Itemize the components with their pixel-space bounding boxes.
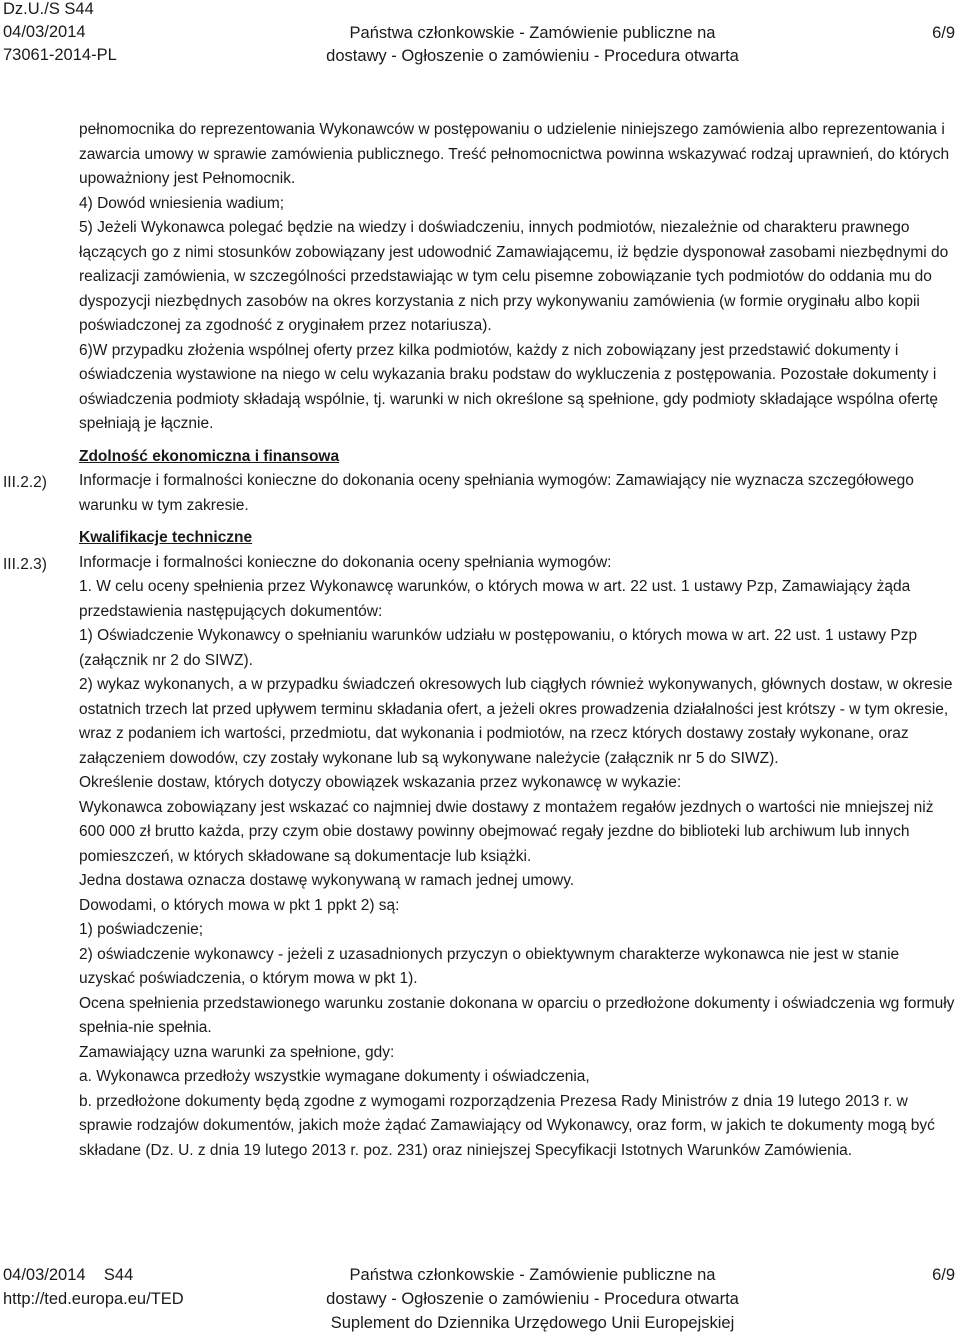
intro-paragraph: 4) Dowód wniesienia wadium; [79, 194, 285, 212]
section-paragraph: 1. W celu oceny spełnienia przez Wykonawcę warunków, o których mowa w art. 22 ust. 1 ustawy Pzp, Zamawiający żąda przedstawienia następujących dokumentów: [79, 578, 911, 620]
section-paragraph: Wykonawca zobowiązany jest wskazać co najmniej dwie dostawy z montażem regałów jezdnych o wartości nie mniejszej niż 600 000 zł brutto każda, przy czym obie dostawy powinny obejmować regały jezdne do biblioteki lub archiwum lub innych pomieszczeń, w których składowane są dokumentacje lub książki. [79, 798, 934, 865]
section-paragraph: Informacje i formalności konieczne do dokonania oceny spełniania wymogów: Zamawiający nie wyznacza szczegółowego warunku w tym zakresie. [79, 472, 914, 514]
section-paragraph: Ocena spełnienia przedstawionego warunku zostanie dokonana w oparciu o przedłożone dokumenty i oświadczenia wg formuły spełnia-nie spełnia. [79, 994, 955, 1036]
section-title-economic: Zdolność ekonomiczna i finansowa [79, 447, 340, 465]
section-number-III-2-2: III.2.2) [3, 474, 47, 491]
footer-date: 04/03/2014 S44 [3, 1266, 134, 1284]
header-journal-ref: Dz.U./S S44 [3, 0, 94, 18]
header-notice-id: 73061-2014-PL [3, 46, 117, 64]
page-footer [0, 1263, 960, 1334]
footer-title-line-1: Państwa członkowskie - Zamówienie publiczne na [349, 1266, 716, 1284]
section-title-technical: Kwalifikacje techniczne [79, 529, 253, 546]
footer-left [3, 1263, 184, 1311]
section-paragraph: Informacje i formalności konieczne do dokonania oceny spełniania wymogów: [79, 553, 612, 571]
section-paragraph: 1) poświadczenie; [79, 921, 204, 938]
section-paragraph: Jedna dostawa oznacza dostawę wykonywaną w ramach jednej umowy. [79, 872, 575, 889]
section-paragraph: 2) wykaz wykonanych, a w przypadku świadczeń okresowych lub ciągłych również wykonywanych, głównych dostaw, w okresie ostatnich trzech lat przed upływem terminu składania ofert, a jeżeli okres prowadzenia działalności jest krótszy - w tym okresie, wraz z podaniem ich wartości, przedmiotu, dat wykonania i podmiotów, na rzecz których dostawy zostały wykonane, oraz załączeniem dowodów, czy zostały wykonane lub są wykonywane należycie (załącznik nr 5 do SIWZ). [79, 676, 953, 767]
header-page-number: 6/9 [932, 24, 955, 42]
section-paragraph: b. przedłożone dokumenty będą zgodne z wymogami rozporządzenia Prezesa Rady Ministrów z dnia 19 lutego 2013 r. w sprawie rodzajów dokumentów, jakich może żądać Zamawiający od Wykonawcy, oraz form, w jakich te dokumenty mogą być składane (Dz. U. z dnia 19 lutego 2013 r. poz. 231) oraz niniejszej Specyfikacji Istotnych Warunków Zamówienia. [79, 1092, 935, 1159]
section-paragraph: Zamawiający uzna warunki za spełnione, gdy: [79, 1043, 395, 1061]
intro-paragraph: 5) Jeżeli Wykonawca polegać będzie na wiedzy i doświadczeniu, innych podmiotów, niezależnie od charakteru prawnego łączących go z nimi stosunków zobowiązany jest udowodnić Zamawiającemu, iż będzie dysponował zasobami niezbędnymi do realizacji zamówienia, w szczególności przedstawiając w tym celu pisemne zobowiązanie tych podmiotów do oddania mu do dyspozycji niezbędnych zasobów na okres korzystania z nich przy wykonywaniu zamówienia (w formie oryginału albo kopii poświadczonej za zgodność z oryginałem przez notariusza). [79, 219, 949, 334]
header-left [3, 0, 117, 67]
page-header [0, 0, 960, 70]
header-date: 04/03/2014 [3, 23, 86, 41]
header-center [300, 22, 765, 68]
header-title-line-1: Państwa członkowskie - Zamówienie publiczne na [349, 24, 716, 42]
section-paragraph: a. Wykonawca przedłoży wszystkie wymagane dokumenty i oświadczenia, [79, 1068, 590, 1085]
intro-paragraph: pełnomocnika do reprezentowania Wykonawców w postępowaniu o udzielenie niniejszego zamówienia albo reprezentowania i zawarcia umowy w sprawie zamówienia publicznego. Treść pełnomocnictwa powinna wskazywać rodzaj uprawnień, do których upoważniony jest Pełnomocnik. [79, 121, 950, 187]
section-number-III-2-3: III.2.3) [3, 556, 47, 573]
section-paragraph: Dowodami, o których mowa w pkt 1 ppkt 2) są: [79, 896, 400, 914]
footer-supplement: Suplement do Dziennika Urzędowego Unii Europejskiej [330, 1314, 735, 1332]
intro-paragraph: 6)W przypadku złożenia wspólnej oferty przez kilka podmiotów, każdy z nich zobowiązany jest przedstawić dokumenty i oświadczenia wystawione na niego w celu wykazania braku podstaw do wykluczenia z postępowania. Pozostałe dokumenty i oświadczenia podmioty składają wspólnie, tj. warunki w nich określone są spełnione, gdy podmioty składające wspólna ofertę spełniają je łącznie. [79, 341, 938, 432]
footer-center [300, 1263, 765, 1335]
section-paragraph: 1) Oświadczenie Wykonawcy o spełnianiu warunków udziału w postępowaniu, o których mowa w art. 22 ust. 1 ustawy Pzp (załącznik nr 2 do SIWZ). [79, 627, 918, 669]
section-paragraph: Określenie dostaw, których dotyczy obowiązek wskazania przez wykonawcę w wykazie: [79, 774, 682, 791]
header-title-line-2: dostawy - Ogłoszenie o zamówieniu - Procedura otwarta [326, 47, 739, 65]
section-paragraph: 2) oświadczenie wykonawcy - jeżeli z uzasadnionych przyczyn o obiektywnym charakterze wykonawca nie jest w stanie uzyskać poświadczenia, o którym mowa w pkt 1). [79, 945, 900, 987]
footer-url: http://ted.europa.eu/TED [3, 1290, 184, 1308]
footer-title-line-2: dostawy - Ogłoszenie o zamówieniu - Procedura otwarta [326, 1290, 739, 1308]
document-body [79, 118, 955, 1163]
footer-page-number: 6/9 [932, 1266, 955, 1284]
